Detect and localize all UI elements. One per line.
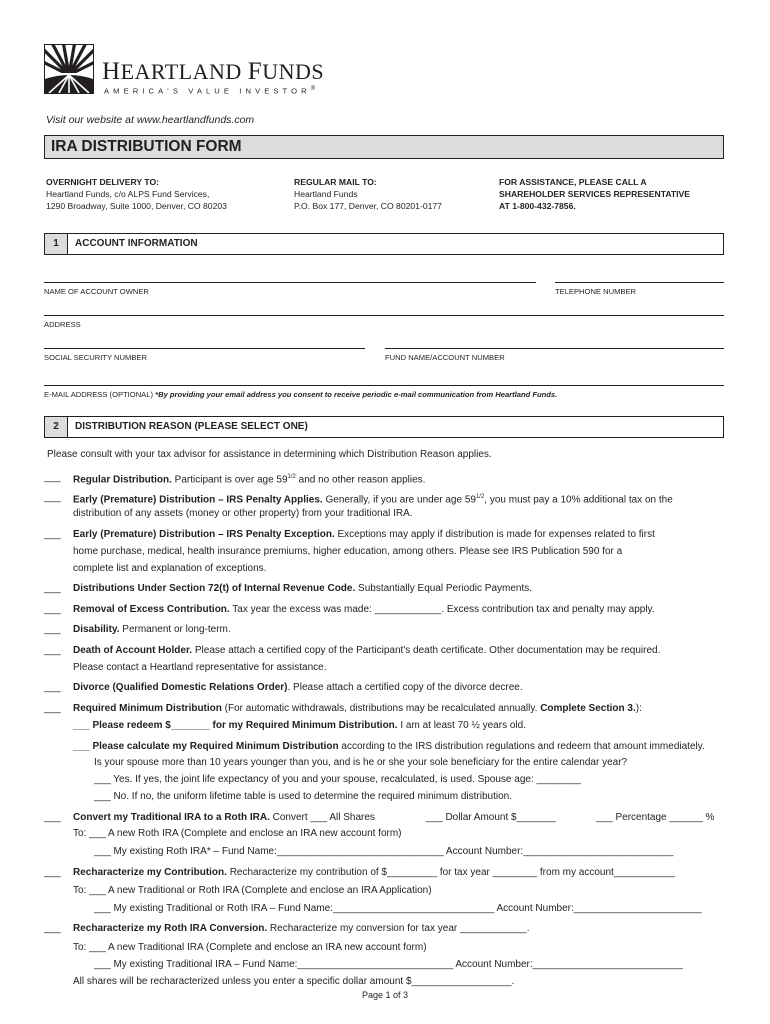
overnight-delivery-block bbox=[46, 176, 227, 212]
overnight-line2: 1290 Broadway, Suite 1000, Denver, CO 80203 bbox=[46, 201, 227, 211]
early-penalty-text: Early (Premature) Distribution – IRS Penalty Applies. Generally, if you are under age $59^{1/2}$, you must pay a 10% additional tax on the bbox=[73, 494, 673, 506]
sunrise-fields-icon bbox=[45, 45, 93, 93]
early-exception-text-line3: complete list and explanation of exceptions. bbox=[73, 563, 267, 574]
excess-contribution-checkbox[interactable]: ___ bbox=[44, 604, 61, 615]
mail-line1: Heartland Funds bbox=[294, 189, 358, 199]
early-exception-checkbox[interactable]: ___ bbox=[44, 529, 61, 540]
roth-conversion-dollar-option[interactable]: ___ Dollar Amount $_______ bbox=[426, 812, 556, 823]
death-text: Death of Account Holder. Please attach a certified copy of the Participant's death certificate. Other documentation may be required. bbox=[73, 645, 661, 656]
roth-existing-ira-option[interactable]: ___ My existing Roth IRA* – Fund Name:______________________________ Account Number:___________________________ bbox=[94, 846, 674, 857]
roth-new-ira-option[interactable]: To: ___ A new Roth IRA (Complete and enclose an IRA new account form) bbox=[73, 828, 402, 839]
section-72t-text: Distributions Under Section 72(t) of Internal Revenue Code. Substantially Equal Periodic Payments. bbox=[73, 583, 533, 594]
early-exception-text: Early (Premature) Distribution – IRS Penalty Exception. Exceptions may apply if distribution is made for expenses related to first bbox=[73, 529, 655, 540]
assist-phone: AT 1-800-432-7856. bbox=[499, 201, 576, 211]
overnight-label: OVERNIGHT DELIVERY TO: bbox=[46, 177, 160, 187]
email-label-row bbox=[44, 390, 557, 399]
recharacterize-note: All shares will be recharacterized unless you enter a specific dollar amount $__________________. bbox=[73, 976, 515, 987]
early-penalty-checkbox[interactable]: ___ bbox=[44, 492, 61, 503]
address-input-line[interactable] bbox=[44, 315, 724, 316]
phone-input-line[interactable] bbox=[555, 282, 724, 283]
section-title: DISTRIBUTION REASON (PLEASE SELECT ONE) bbox=[75, 421, 308, 432]
recharacterize-existing-ira-option[interactable]: ___ My existing Traditional or Roth IRA – Fund Name:_____________________________ Account Number:_______________________ bbox=[94, 903, 702, 914]
rmd-calculate-option[interactable]: ___ Please calculate my Required Minimum Distribution according to the IRS distribution regulations and redeem that amount immediately. bbox=[73, 741, 705, 752]
email-label: E-MAIL ADDRESS (OPTIONAL) bbox=[44, 390, 154, 399]
ssn-label: SOCIAL SECURITY NUMBER bbox=[44, 353, 147, 362]
page-number: Page 1 of 3 bbox=[361, 990, 409, 1000]
disability-text: Disability. Permanent or long-term. bbox=[73, 624, 231, 635]
regular-distribution-text: Regular Distribution. Participant is over age $59^{1/2}$ and no other reason applies. bbox=[73, 474, 426, 486]
mail-line2: P.O. Box 177, Denver, CO 80201-0177 bbox=[294, 201, 442, 211]
divorce-text: Divorce (Qualified Domestic Relations Order). Please attach a certified copy of the divorce decree. bbox=[73, 682, 523, 693]
assistance-block bbox=[499, 176, 690, 212]
excess-contribution-text: Removal of Excess Contribution. Tax year the excess was made: ____________. Excess contribution tax and penalty may apply. bbox=[73, 604, 655, 615]
early-exception-text-line2: home purchase, medical, health insurance premiums, higher education, among others. Please see IRS Publication 590 for a bbox=[73, 546, 623, 557]
email-input-line[interactable] bbox=[44, 385, 724, 386]
mail-label: REGULAR MAIL TO: bbox=[294, 177, 377, 187]
rmd-spouse-no-option[interactable]: ___ No. If no, the uniform lifetime table is used to determine the required minimum distribution. bbox=[94, 791, 512, 802]
heartland-logo-mark bbox=[44, 44, 94, 94]
section-number: 2 bbox=[45, 417, 68, 437]
fund-label: FUND NAME/ACCOUNT NUMBER bbox=[385, 353, 505, 362]
email-consent-note: *By providing your email address you consent to receive periodic e-mail communication from Heartland Funds. bbox=[153, 390, 558, 399]
recharacterize-contribution-text: Recharacterize my Contribution. Recharacterize my contribution of $_________ for tax year ________ from my account___________ bbox=[73, 867, 675, 878]
rmd-checkbox[interactable]: ___ bbox=[44, 703, 61, 714]
section-2-intro: Please consult with your tax advisor for assistance in determining which Distribution Reason applies. bbox=[47, 449, 492, 460]
assist-line1: FOR ASSISTANCE, PLEASE CALL A bbox=[499, 177, 647, 187]
section-title: ACCOUNT INFORMATION bbox=[75, 238, 198, 249]
rmd-spouse-yes-option[interactable]: ___ Yes. If yes, the joint life expectancy of you and your spouse, recalculated, is used. Spouse age: ________ bbox=[94, 774, 581, 785]
roth-conversion-percentage-option[interactable]: ___ Percentage ______ % bbox=[596, 812, 715, 823]
roth-conversion-text: Convert my Traditional IRA to a Roth IRA. Convert ___ All Shares bbox=[73, 812, 375, 823]
section-72t-checkbox[interactable]: ___ bbox=[44, 583, 61, 594]
phone-label: TELEPHONE NUMBER bbox=[555, 287, 637, 296]
rmd-text: Required Minimum Distribution (For automatic withdrawals, distributions may be recalculated annually. Complete Section 3.): bbox=[73, 703, 642, 714]
rmd-spouse-question: Is your spouse more than 10 years younger than you, and is he or she your sole beneficiary for the entire calendar year? bbox=[94, 757, 628, 768]
recharacterize-conversion-checkbox[interactable]: ___ bbox=[44, 923, 61, 934]
overnight-line1: Heartland Funds, c/o ALPS Fund Services, bbox=[46, 189, 210, 199]
divorce-checkbox[interactable]: ___ bbox=[44, 682, 61, 693]
section-1-header bbox=[44, 233, 724, 255]
section-2-header bbox=[44, 416, 724, 438]
death-text-line2: Please contact a Heartland representative for assistance. bbox=[73, 662, 327, 673]
form-title: IRA DISTRIBUTION FORM bbox=[51, 138, 242, 155]
early-penalty-text-line2: distribution of any assets (money or other property) from your traditional IRA. bbox=[73, 508, 413, 519]
address-label: ADDRESS bbox=[44, 320, 81, 329]
ssn-input-line[interactable] bbox=[44, 348, 365, 349]
disability-checkbox[interactable]: ___ bbox=[44, 624, 61, 635]
death-checkbox[interactable]: ___ bbox=[44, 645, 61, 656]
brand-name: HEARTLAND FUNDS bbox=[102, 58, 325, 85]
fund-input-line[interactable] bbox=[385, 348, 724, 349]
regular-distribution-checkbox[interactable]: ___ bbox=[44, 472, 61, 483]
name-label: NAME OF ACCOUNT OWNER bbox=[44, 287, 149, 296]
regular-mail-block bbox=[294, 176, 442, 212]
name-input-line[interactable] bbox=[44, 282, 536, 283]
brand-tagline: AMERICA'S VALUE INVESTOR® bbox=[104, 86, 316, 96]
recharacterize-contribution-checkbox[interactable]: ___ bbox=[44, 867, 61, 878]
recharacterize-conversion-text: Recharacterize my Roth IRA Conversion. Recharacterize my conversion for tax year ____________. bbox=[73, 923, 530, 934]
reconversion-existing-ira-option[interactable]: ___ My existing Traditional IRA – Fund Name:____________________________ Account Number:___________________________ bbox=[94, 959, 683, 970]
section-number: 1 bbox=[45, 234, 68, 254]
form-title-bar bbox=[44, 135, 724, 159]
recharacterize-new-ira-option[interactable]: To: ___ A new Traditional or Roth IRA (Complete and enclose an IRA Application) bbox=[73, 885, 432, 896]
assist-line2: SHAREHOLDER SERVICES REPRESENTATIVE bbox=[499, 189, 691, 199]
website-note: Visit our website at www.heartlandfunds.com bbox=[46, 114, 255, 126]
roth-conversion-checkbox[interactable]: ___ bbox=[44, 812, 61, 823]
rmd-redeem-option[interactable]: ___ Please redeem $_______ for my Required Minimum Distribution. I am at least 70 ½ years old. bbox=[73, 720, 526, 731]
reconversion-new-ira-option[interactable]: To: ___ A new Traditional IRA (Complete and enclose an IRA new account form) bbox=[73, 942, 427, 953]
